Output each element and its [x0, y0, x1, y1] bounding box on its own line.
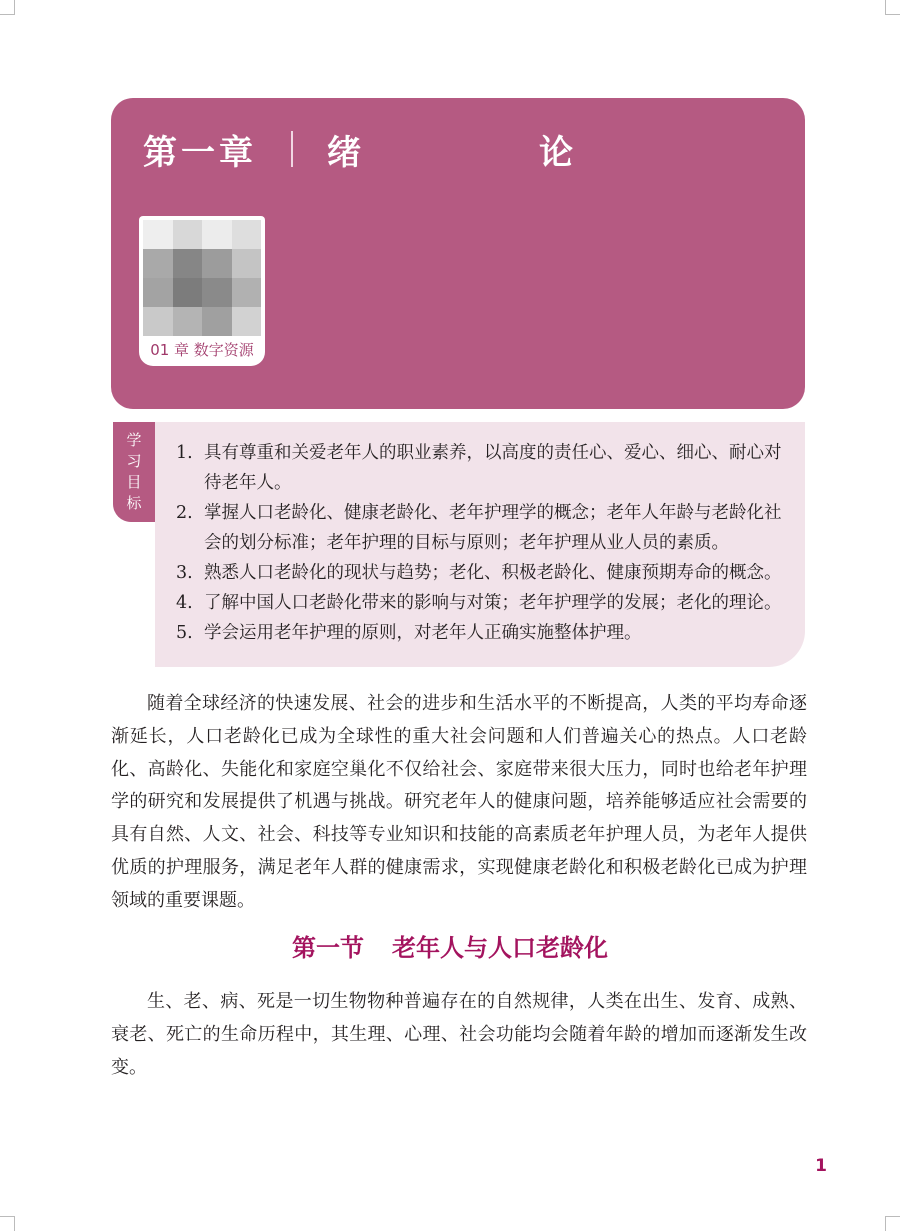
objective-item — [176, 618, 788, 648]
objectives-list — [176, 438, 788, 648]
objective-text: 掌握人口老龄化、健康老龄化、老年护理学的概念；老年人年龄与老龄化社会的划分标准；老年护理的目标与原则；老年护理从业人员的素质。 — [204, 503, 782, 553]
objective-number: 5. — [176, 623, 193, 643]
objectives-tab-char: 习 — [126, 452, 142, 470]
chapter-header — [111, 98, 805, 409]
objective-item — [176, 588, 788, 618]
objective-number: 4. — [176, 593, 193, 613]
objective-item — [176, 498, 788, 558]
crop-mark-top-right — [885, 0, 900, 15]
chapter-number: 第一章 — [143, 132, 257, 173]
title-divider — [291, 131, 293, 167]
section-paragraph: 生、老、病、死是一切生物物种普遍存在的自然规律，人类在出生、发育、成熟、衰老、死亡的生命历程中，其生理、心理、社会功能均会随着年龄的增加而逐渐发生改变。 — [111, 991, 807, 1078]
objective-item — [176, 558, 788, 588]
objective-item — [176, 438, 788, 498]
objective-text: 了解中国人口老龄化带来的影响与对策；老年护理学的发展；老化的理论。 — [204, 593, 782, 613]
objectives-tab-char: 标 — [126, 494, 142, 512]
page-number: 1 — [815, 1156, 827, 1176]
objective-text: 熟悉人口老龄化的现状与趋势；老化、积极老龄化、健康预期寿命的概念。 — [204, 563, 782, 583]
intro-paragraph: 随着全球经济的快速发展、社会的进步和生活水平的不断提高，人类的平均寿命逐渐延长，人口老龄化已成为全球性的重大社会问题和人们普遍关心的热点。人口老龄化、高龄化、失能化和家庭空巢化不仅给社会、家庭带来很大压力，同时也给老年护理学的研究和发展提供了机遇与挑战。研究老年人的健康问题，培养能够适应社会需要的具有自然、人文、社会、科技等专业知识和技能的高素质老年护理人员，为老年人提供优质的护理服务，满足老年人群的健康需求，实现健康老龄化和积极老龄化已成为护理领域的重要课题。 — [111, 693, 807, 911]
objectives-tab-char: 目 — [126, 473, 142, 491]
crop-mark-bottom-right — [885, 1216, 900, 1231]
objective-number: 3. — [176, 563, 193, 583]
chapter-title — [143, 124, 645, 174]
chapter-name: 绪 论 — [327, 132, 645, 173]
qr-code-icon[interactable] — [143, 220, 261, 336]
digital-resource-label[interactable]: 01 章 数字资源 — [150, 341, 254, 359]
digital-resource-card[interactable] — [139, 216, 265, 366]
objective-number: 1. — [176, 443, 193, 463]
section-title: 老年人与人口老龄化 — [392, 934, 608, 962]
crop-mark-bottom-left — [0, 1216, 15, 1231]
learning-objectives-tab — [113, 422, 155, 522]
section-heading — [0, 928, 900, 963]
objective-number: 2. — [176, 503, 193, 523]
section-number: 第一节 — [292, 934, 364, 962]
objective-text: 学会运用老年护理的原则，对老年人正确实施整体护理。 — [204, 623, 642, 643]
objectives-tab-char: 学 — [126, 431, 142, 449]
crop-mark-top-left — [0, 0, 15, 15]
objective-text: 具有尊重和关爱老年人的职业素养，以高度的责任心、爱心、细心、耐心对待老年人。 — [204, 443, 782, 493]
